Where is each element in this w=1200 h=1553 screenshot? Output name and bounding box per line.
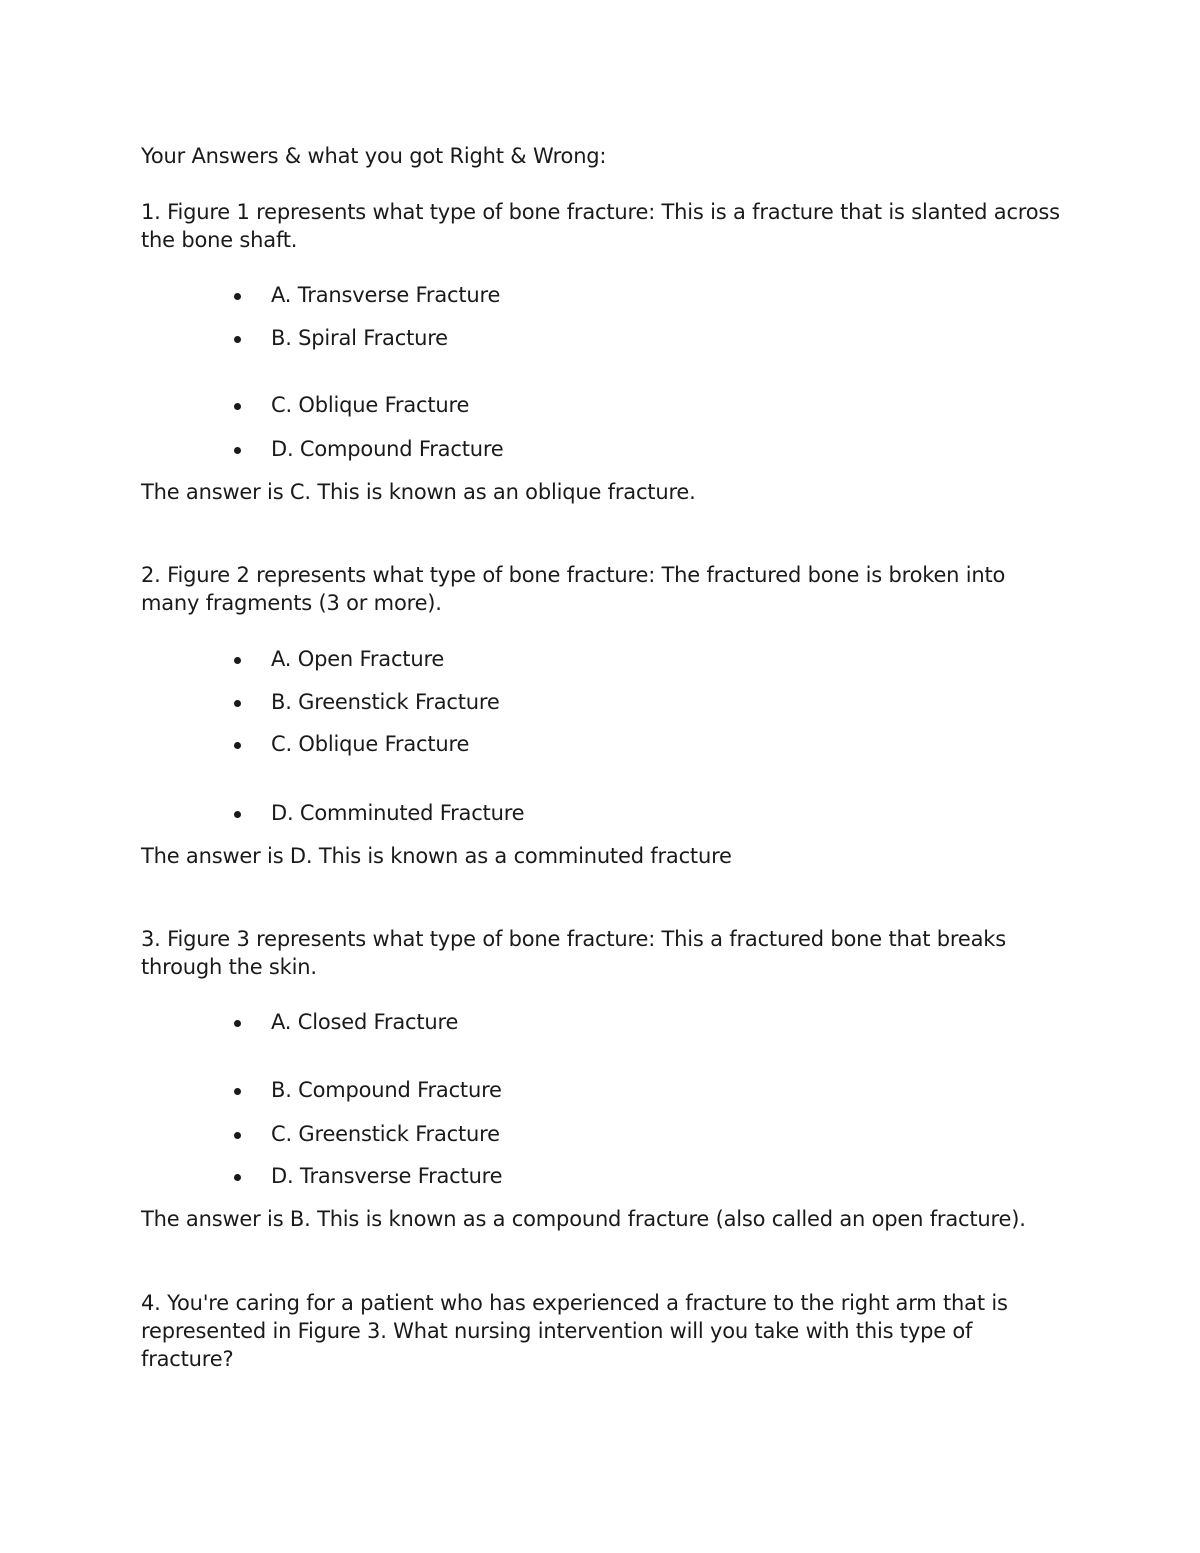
question-2-prompt-line-1: 2. Figure 2 represents what type of bone fracture: The fractured bone is broken into	[141, 563, 1006, 587]
bullet-icon	[234, 293, 241, 300]
bullet-icon	[234, 403, 241, 410]
question-4-prompt-line-2: represented in Figure 3. What nursing intervention will you take with this type of	[141, 1319, 973, 1343]
question-2-option-a: A. Open Fracture	[271, 647, 445, 671]
bullet-icon	[234, 742, 241, 749]
bullet-icon	[234, 700, 241, 707]
question-4-prompt-line-1: 4. You're caring for a patient who has experienced a fracture to the right arm that is	[141, 1291, 1008, 1315]
bullet-icon	[234, 811, 241, 818]
question-1-option-d: D. Compound Fracture	[271, 437, 504, 461]
question-2-prompt-line-2: many fragments (3 or more).	[141, 591, 442, 615]
question-1-prompt-line-1: 1. Figure 1 represents what type of bone fracture: This is a fracture that is slanted across	[141, 200, 1060, 224]
document-heading: Your Answers & what you got Right & Wrong:	[141, 144, 607, 168]
bullet-icon	[234, 1174, 241, 1181]
question-2-option-d: D. Comminuted Fracture	[271, 801, 525, 825]
question-3-option-a: A. Closed Fracture	[271, 1010, 459, 1034]
bullet-icon	[234, 1020, 241, 1027]
bullet-icon	[234, 447, 241, 454]
question-1-option-c: C. Oblique Fracture	[271, 393, 470, 417]
question-4-prompt-line-3: fracture?	[141, 1347, 234, 1371]
question-2-option-c: C. Oblique Fracture	[271, 732, 470, 756]
bullet-icon	[234, 336, 241, 343]
question-3-answer: The answer is B. This is known as a compound fracture (also called an open fracture).	[141, 1207, 1026, 1231]
question-3-option-c: C. Greenstick Fracture	[271, 1122, 500, 1146]
bullet-icon	[234, 657, 241, 664]
question-1-answer: The answer is C. This is known as an oblique fracture.	[141, 480, 696, 504]
bullet-icon	[234, 1088, 241, 1095]
question-2-answer: The answer is D. This is known as a comminuted fracture	[141, 844, 732, 868]
question-2-option-b: B. Greenstick Fracture	[271, 690, 500, 714]
question-1-prompt-line-2: the bone shaft.	[141, 228, 298, 252]
question-1-option-b: B. Spiral Fracture	[271, 326, 448, 350]
question-3-prompt-line-1: 3. Figure 3 represents what type of bone fracture: This a fractured bone that breaks	[141, 927, 1006, 951]
question-3-option-b: B. Compound Fracture	[271, 1078, 502, 1102]
question-3-prompt-line-2: through the skin.	[141, 955, 317, 979]
bullet-icon	[234, 1132, 241, 1139]
question-1-option-a: A. Transverse Fracture	[271, 283, 501, 307]
question-3-option-d: D. Transverse Fracture	[271, 1164, 503, 1188]
